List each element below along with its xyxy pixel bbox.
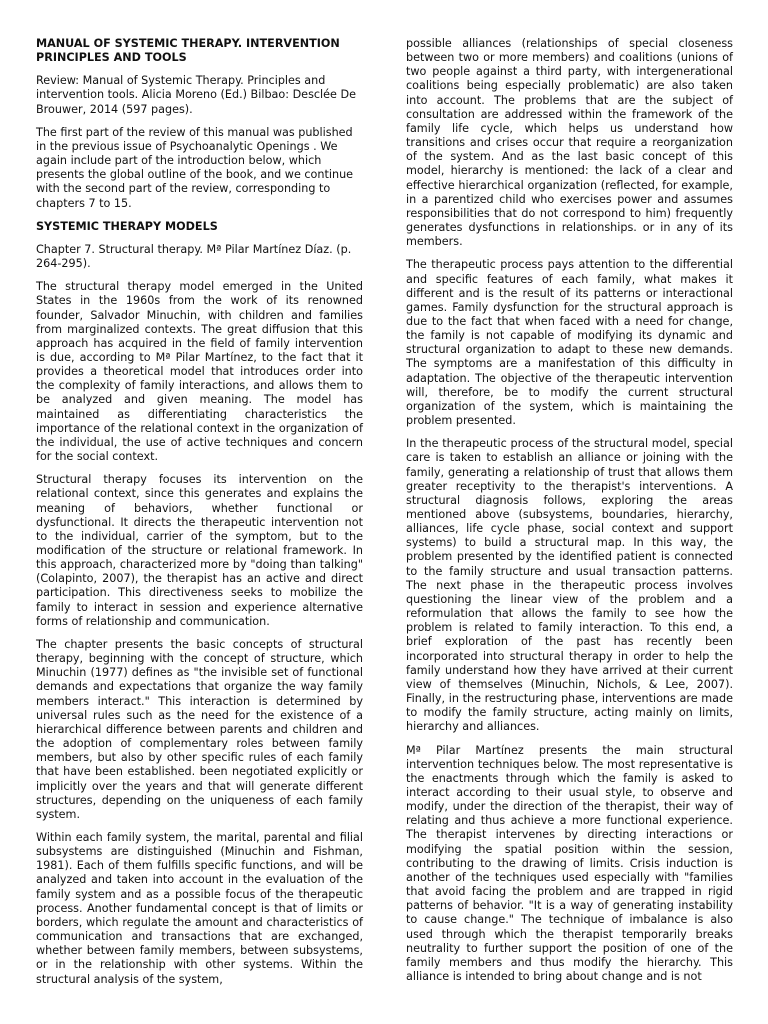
paragraph: In the therapeutic process of the structural model, special care is taken to establish an alliance or joining with the family, generating a relationship of trust that allows them greater receptivity to the therapist's interventions. A structural diagnosis follows, exploring the areas mentioned above (subsystems, boundaries, hierarchy, alliances, life cycle phase, social context and support systems) to build a structural map. In this way, the problem presented by the identified patient is connected to the family structure and usual transaction patterns. The next phase in the therapeutic process involves questioning the linear view of the problem and a reformulation that allows the family to see how the problem is related to family interaction. To this end, a brief exploration of the past has recently been incorporated into structural therapy in order to help the family understand how they have arrived at their current view of themselves (Minuchin, Nichols, & Lee, 2007). Finally, in the restructuring phase, interventions are made to modify the family structure, acting mainly on limits, hierarchy and alliances. [406,437,733,734]
paragraph: Within each family system, the marital, parental and filial subsystems are distinguished (Minuchin and Fishman, 1981). Each of them fulfills specific functions, and will be analyzed and taken into account in the evaluation of the family system and as a possible focus of the therapeutic process. Another fundamental concept is that of limits or borders, which regulate the amount and characteristics of communication and transactions that are exchanged, whether between family members, between subsystems, or in the relationship with other systems. Within the structural analysis of the system, [36,830,363,986]
paragraph: Structural therapy focuses its intervention on the relational context, since this generates and explains the meaning of behaviors, whether functional or dysfunctional. It directs the therapeutic intervention not to the individual, carrier of the symptom, but to the modification of the structure or relational framework. In this approach, characterized more by "doing than talking" (Colapinto, 2007), the therapist has an active and direct participation. This directiveness seeks to mobilize the family to interact in session and experience alternative forms of relationship and communication. [36,473,363,628]
paragraph: The chapter presents the basic concepts of structural therapy, beginning with the concept of structure, which Minuchin (1977) defines as "the invisible set of functional demands and expectations that organize the way family members interact." This interaction is determined by universal rules such as the need for the existence of a hierarchical difference between parents and children and the adoption of complementary roles between family members, but also by other specific rules of each family that have been established. been negotiated explicitly or implicitly over the years and that will generate different structures, depending on the uniqueness of each family system. [36,637,363,821]
review-citation: Review: Manual of Systemic Therapy. Principles and intervention tools. Alicia Moreno (Ed.) Bilbao: Desclée De Brouwer, 2014 (597 pages). [36,74,356,116]
paragraph: Mª Pilar Martínez presents the main structural intervention techniques below. The most representative is the enactments through which the family is asked to interact according to their usual style, to observe and modify, under the direction of the therapist, their way of relating and thus achieve a more functional experience. The therapist intervenes by directing interactions or modifying the spatial position within the session, contributing to the drawing of limits. Crisis induction is another of the techniques used especially with "families that avoid facing the problem and are trapped in rigid patterns of behavior. "It is a way of generating instability to cause change." The technique of imbalance is also used through which the therapist temporarily breaks neutrality to further support the position of one of the family members and thus modify the hierarchy. This alliance is intended to bring about change and is not [406,743,733,983]
right-column [406,37,733,993]
review-title: MANUAL OF SYSTEMIC THERAPY. INTERVENTION PRINCIPLES AND TOOLS [36,37,340,65]
chapter-reference: Chapter 7. Structural therapy. Mª Pilar Martínez Díaz. (p. 264-295). [36,242,352,271]
intro-paragraph: The first part of the review of this manual was published in the previous issue of Psychoanalytic Openings . We again include part of the introduction below, which presents the global outline of the book, and we continue with the second part of the review, corresponding to chapters 7 to 15. [36,125,354,210]
paragraph: The structural therapy model emerged in the United States in the 1960s from the work of its renowned founder, Salvador Minuchin, with children and families from marginalized contexts. The great diffusion that this approach has acquired in the field of family intervention is due, according to Mª Pilar Martínez, to the fact that it provides a theoretical model that introduces order into the complexity of family interactions, and allows them to be analyzed and given meaning. The model has maintained as differentiating characteristics the importance of the relational context in the organization of the individual, the use of active techniques and concern for the social context. [36,280,363,464]
paragraph: possible alliances (relationships of special closeness between two or more members) and coalitions (unions of two people against a third party, with intergenerational coalitions being especially problematic) are also taken into account. The problems that are the subject of consultation are addressed within the framework of the family life cycle, which helps us understand how transitions and crises occur that require a reorganization of the system. And as the last basic concept of this model, hierarchy is mentioned: the lack of a clear and effective hierarchical organization (reflected, for example, in a parentized child who exercises power and assumes responsibilities that do not correspond to him) frequently generates dysfunctions in relationships. or in any of its members. [406,37,733,249]
section-heading: SYSTEMIC THERAPY MODELS [36,219,218,233]
paragraph: The therapeutic process pays attention to the differential and specific features of each family, what makes it different and is the result of its patterns or interactional games. Family dysfunction for the structural approach is due to the fact that when faced with a need for change, the family is not capable of modifying its dynamic and structural organization to adapt to these new demands. The symptoms are a manifestation of this difficulty in adaptation. The objective of the therapeutic intervention will, therefore, be to modify the current structural organization of the system, which is maintaining the problem presented. [406,258,733,428]
left-column [36,37,363,996]
